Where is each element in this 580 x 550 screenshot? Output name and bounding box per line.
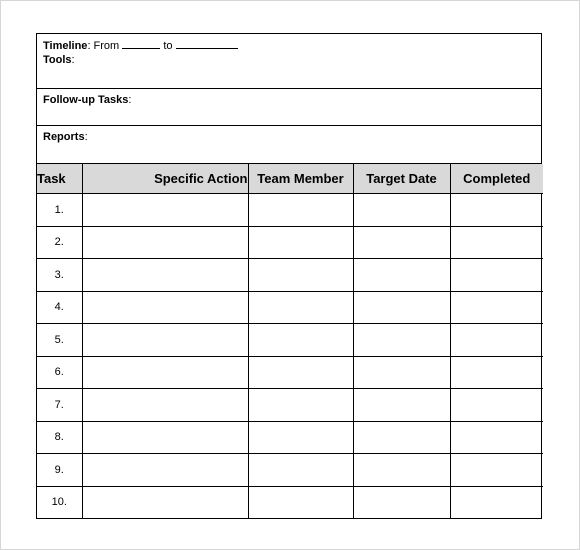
- team-member-cell[interactable]: [248, 194, 353, 227]
- team-member-cell[interactable]: [248, 486, 353, 518]
- completed-cell[interactable]: [450, 194, 543, 227]
- timeline-from-blank[interactable]: [122, 38, 160, 49]
- team-member-cell[interactable]: [248, 454, 353, 487]
- reports-label: Reports: [43, 131, 85, 143]
- reports-row[interactable]: [37, 126, 541, 164]
- target-date-cell[interactable]: [353, 356, 450, 389]
- specific-action-cell[interactable]: [82, 486, 248, 518]
- completed-cell[interactable]: [450, 486, 543, 518]
- task-number: 8.: [37, 421, 82, 454]
- target-date-cell[interactable]: [353, 421, 450, 454]
- task-number: 4.: [37, 291, 82, 324]
- tools-row[interactable]: [37, 53, 541, 89]
- table-row: [37, 226, 543, 259]
- task-number: 5.: [37, 324, 82, 357]
- target-date-cell[interactable]: [353, 291, 450, 324]
- completed-cell[interactable]: [450, 226, 543, 259]
- task-table-header: [37, 164, 543, 194]
- completed-cell[interactable]: [450, 291, 543, 324]
- completed-cell[interactable]: [450, 421, 543, 454]
- specific-action-cell[interactable]: [82, 421, 248, 454]
- timeline-label: Timeline: [43, 40, 88, 52]
- table-row: [37, 389, 543, 422]
- col-header-task: Task: [37, 164, 82, 194]
- tools-label: Tools: [43, 54, 72, 66]
- specific-action-cell[interactable]: [82, 389, 248, 422]
- task-number: 2.: [37, 226, 82, 259]
- target-date-cell[interactable]: [353, 454, 450, 487]
- completed-cell[interactable]: [450, 454, 543, 487]
- col-header-completed: Completed: [450, 164, 543, 194]
- table-row: [37, 454, 543, 487]
- table-row: [37, 291, 543, 324]
- target-date-cell[interactable]: [353, 324, 450, 357]
- task-number: 6.: [37, 356, 82, 389]
- team-member-cell[interactable]: [248, 356, 353, 389]
- specific-action-cell[interactable]: [82, 356, 248, 389]
- task-number: 1.: [37, 194, 82, 227]
- target-date-cell[interactable]: [353, 194, 450, 227]
- specific-action-cell[interactable]: [82, 291, 248, 324]
- completed-cell[interactable]: [450, 324, 543, 357]
- table-row: [37, 324, 543, 357]
- followup-row[interactable]: [37, 89, 541, 126]
- specific-action-cell[interactable]: [82, 454, 248, 487]
- timeline-from-text: : From: [87, 40, 120, 52]
- tools-colon: :: [71, 54, 75, 66]
- team-member-cell[interactable]: [248, 291, 353, 324]
- table-row: [37, 194, 543, 227]
- table-row: [37, 486, 543, 518]
- specific-action-cell[interactable]: [82, 324, 248, 357]
- team-member-cell[interactable]: [248, 421, 353, 454]
- task-table: [37, 164, 543, 518]
- col-header-specific-action: Specific Action: [82, 164, 248, 194]
- team-member-cell[interactable]: [248, 259, 353, 292]
- timeline-to-blank[interactable]: [176, 38, 238, 49]
- target-date-cell[interactable]: [353, 486, 450, 518]
- task-number: 9.: [37, 454, 82, 487]
- followup-colon: :: [128, 94, 132, 106]
- reports-colon: :: [84, 131, 88, 143]
- table-row: [37, 356, 543, 389]
- col-header-target-date: Target Date: [353, 164, 450, 194]
- completed-cell[interactable]: [450, 259, 543, 292]
- specific-action-cell[interactable]: [82, 194, 248, 227]
- task-number: 3.: [37, 259, 82, 292]
- action-plan-form: [36, 33, 542, 519]
- timeline-to-text: to: [163, 40, 173, 52]
- specific-action-cell[interactable]: [82, 226, 248, 259]
- timeline-row: [37, 34, 541, 53]
- task-number: 10.: [37, 486, 82, 518]
- team-member-cell[interactable]: [248, 226, 353, 259]
- team-member-cell[interactable]: [248, 324, 353, 357]
- followup-label: Follow-up Tasks: [43, 94, 129, 106]
- target-date-cell[interactable]: [353, 389, 450, 422]
- completed-cell[interactable]: [450, 356, 543, 389]
- completed-cell[interactable]: [450, 389, 543, 422]
- team-member-cell[interactable]: [248, 389, 353, 422]
- table-row: [37, 259, 543, 292]
- specific-action-cell[interactable]: [82, 259, 248, 292]
- table-row: [37, 421, 543, 454]
- task-number: 7.: [37, 389, 82, 422]
- col-header-team-member: Team Member: [248, 164, 353, 194]
- target-date-cell[interactable]: [353, 226, 450, 259]
- target-date-cell[interactable]: [353, 259, 450, 292]
